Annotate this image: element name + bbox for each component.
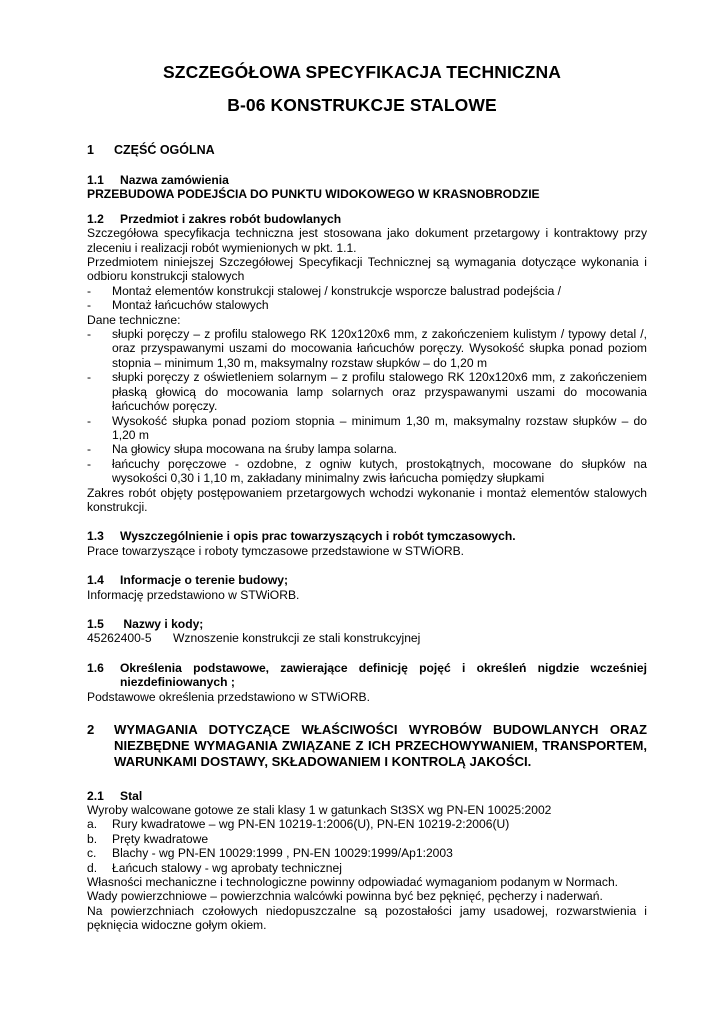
section-title: Przedmiot i zakres robót budowlanych: [120, 211, 342, 226]
section-number: 2.1: [87, 788, 104, 803]
bullet-dash: -: [87, 442, 92, 457]
section-1-2-heading: [87, 212, 647, 226]
document-title: SZCZEGÓŁOWA SPECYFIKACJA TECHNICZNA: [163, 62, 561, 82]
cpv-code: 45262400-5: [87, 631, 152, 646]
paragraph: Przedmiotem niniejszej Szczegółowej Specyfikacji Technicznej są wymagania dotyczące wykonania i odbioru konstrukcji stalowych: [87, 255, 647, 284]
section-number: 1.5: [87, 616, 104, 631]
paragraph: Wady powierzchniowe – powierzchnia walcówki powinna być bez pęknięć, pęcherzy i naderwań.: [87, 889, 603, 904]
section-title: WYMAGANIA DOTYCZĄCE WŁAŚCIWOŚCI WYROBÓW BUDOWLANYCH ORAZ NIEZBĘDNE WYMAGANIA ZWIĄZANE Z ICH PRZECHOWYWANIEM, TRANSPORTEM, WARUNKAMI DOSTAWY, SKŁADOWANIEM I KONTROLĄ JAKOŚCI.: [114, 722, 647, 770]
paragraph: Własności mechaniczne i technologiczne powinny odpowiadać wymaganiom podanym w Normach.: [87, 875, 619, 890]
paragraph: Prace towarzyszące i roboty tymczasowe przedstawione w STWiORB.: [87, 543, 465, 558]
paragraph: Podstawowe określenia przedstawiono w STWiORB.: [87, 689, 370, 704]
section-number: 2: [87, 722, 95, 737]
section-number: 1.3: [87, 529, 104, 544]
list-item-text: słupki poręczy – z profilu stalowego RK 120x120x6 mm, z zakończeniem kulistym / typowy detal /, oraz przyspawanymi uszami do mocowania łańcuchów poręczy. Wysokość słupka ponad poziom stopnia – minimum 1,30 m, maksymalny rozstaw słupków – do 1,20 m: [112, 327, 647, 370]
section-title: Nazwa zamówienia: [120, 173, 229, 187]
section-title: Określenia podstawowe, zawierające definicję pojęć i określeń nigdzie wcześniej niezdefiniowanych ;: [120, 660, 647, 690]
section-title: Nazwy i kody;: [120, 616, 204, 631]
section-number: 1.2: [87, 211, 104, 226]
list-item-text: Montaż elementów konstrukcji stalowej / konstrukcje wsporcze balustrad podejścia /: [112, 283, 562, 298]
section-1-3-heading: [87, 529, 647, 543]
list-marker: c.: [87, 846, 97, 861]
paragraph: Dane techniczne:: [87, 312, 181, 327]
section-1-5-heading: [87, 617, 647, 631]
document-body: [87, 142, 647, 933]
list-item: [87, 327, 647, 370]
section-1-6-heading: [87, 661, 647, 690]
list-item-text: Montaż łańcuchów stalowych: [112, 298, 269, 313]
section-2-heading: [87, 722, 647, 771]
section-number: 1: [87, 143, 94, 157]
list-item: [87, 832, 647, 846]
list-item: [87, 298, 647, 312]
section-1-4-heading: [87, 573, 647, 587]
paragraph: Na powierzchniach czołowych niedopuszczalne są pozostałości jamy usadowej, rozwarstwienia i pęknięcia widoczne gołym okiem.: [87, 903, 647, 933]
section-title: CZĘŚĆ OGÓLNA: [114, 143, 215, 157]
list-item-text: Rury kwadratowe – wg PN-EN 10219-1:2006(U), PN-EN 10219-2:2006(U): [112, 817, 510, 832]
list-item-text: Na głowicy słupa mocowana na śruby lampa solarna.: [112, 442, 398, 457]
list-item-text: słupki poręczy z oświetleniem solarnym – z profilu stalowego RK 120x120x6 mm, z zakończeniem płaską głowicą do mocowania lamp solarnych oraz przyspawanymi uszami do mocowania łańcuchów poręczy.: [112, 370, 647, 414]
list-marker: d.: [87, 860, 98, 875]
list-item-text: Wysokość słupka ponad poziom stopnia – minimum 1,30 m, maksymalny rozstaw słupków – do 1,20 m: [112, 413, 647, 442]
cpv-code-row: [87, 631, 647, 645]
section-title: Informacje o terenie budowy;: [120, 573, 288, 588]
list-item-text: Łańcuch stalowy - wg aprobaty technicznej: [112, 860, 342, 875]
section-number: 1.4: [87, 573, 104, 588]
bullet-dash: -: [87, 327, 92, 342]
bullet-dash: -: [87, 283, 92, 298]
bullet-dash: -: [87, 413, 92, 428]
bullet-dash: -: [87, 456, 92, 471]
list-item: [87, 457, 647, 486]
bullet-dash: -: [87, 298, 92, 313]
section-1-1-heading: [87, 173, 647, 187]
paragraph: Wyroby walcowane gotowe ze stali klasy 1 w gatunkach St3SX wg PN-EN 10025:2002: [87, 803, 552, 818]
document-subtitle: B-06 KONSTRUKCJE STALOWE: [227, 95, 497, 115]
list-item: [87, 284, 647, 298]
order-name: PRZEBUDOWA PODEJŚCIA DO PUNKTU WIDOKOWEGO W KRASNOBRODZIE: [87, 187, 540, 202]
list-item-text: łańcuchy poręczowe - ozdobne, z ogniw kutych, prostokątnych, mocowane do słupków na wysokości 0,30 i 1,10 m, zakładany minimalny zwis łańcucha pomiędzy słupkami: [112, 456, 647, 486]
list-item: [87, 817, 647, 831]
list-item-text: Pręty kwadratowe: [112, 831, 209, 846]
paragraph: Szczegółowa specyfikacja techniczna jest stosowana jako dokument przetargowy i kontraktowy przy zleceniu i realizacji robót wymienionych w pkt. 1.1.: [87, 226, 647, 255]
list-item: [87, 414, 647, 443]
section-number: 1.1: [87, 173, 104, 187]
section-number: 1.6: [87, 660, 104, 675]
section-title: Wyszczególnienie i opis prac towarzyszących i robót tymczasowych.: [120, 529, 516, 544]
bullet-dash: -: [87, 370, 92, 385]
section-1-heading: [87, 142, 647, 158]
paragraph: Zakres robót objęty postępowaniem przetargowych wchodzi wykonanie i montaż elementów stalowych konstrukcji.: [87, 485, 647, 514]
cpv-description: Wznoszenie konstrukcji ze stali konstrukcyjnej: [173, 631, 421, 646]
paragraph: Informację przedstawiono w STWiORB.: [87, 587, 300, 602]
list-item: [87, 861, 647, 875]
list-item: [87, 370, 647, 413]
list-item: [87, 442, 647, 456]
section-2-1-heading: [87, 789, 647, 803]
list-marker: a.: [87, 817, 98, 832]
list-item: [87, 846, 647, 860]
section-title: Stal: [120, 788, 143, 803]
list-marker: b.: [87, 831, 98, 846]
list-item-text: Blachy - wg PN-EN 10029:1999 , PN-EN 10029:1999/Ap1:2003: [112, 846, 453, 861]
